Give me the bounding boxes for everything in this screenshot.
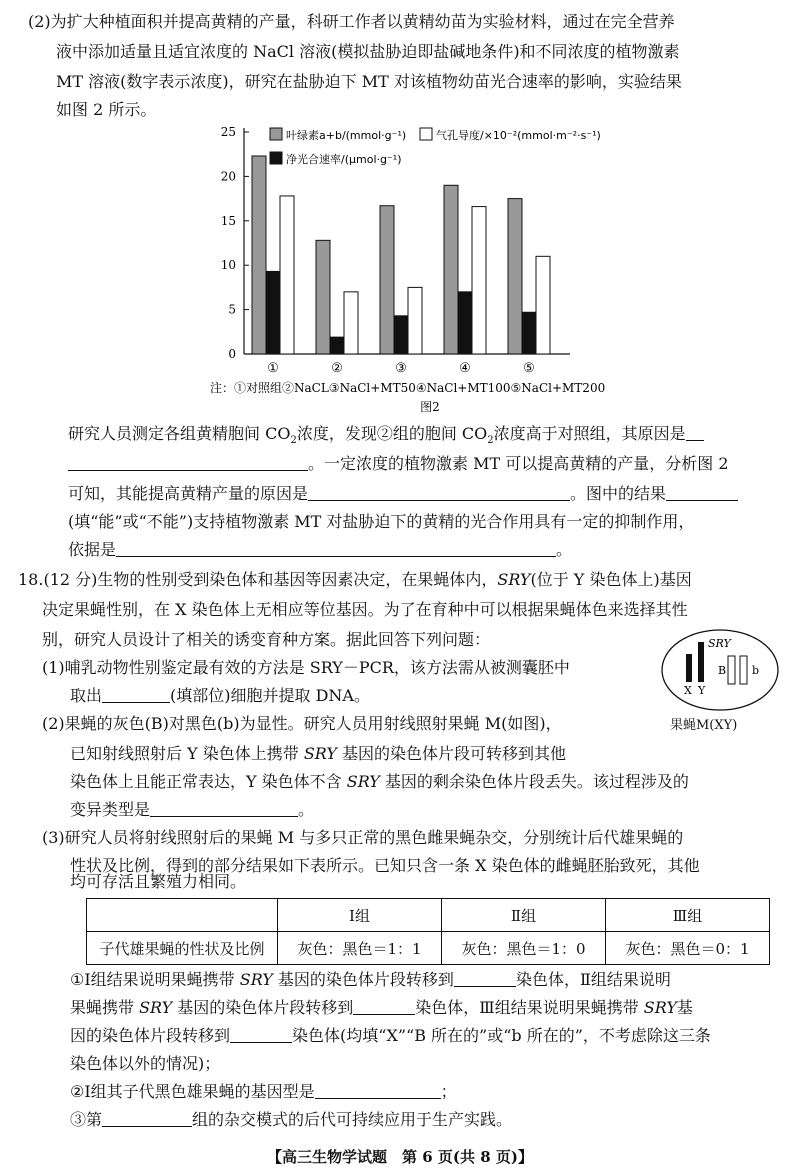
q18-p1-line-2 <box>70 686 370 706</box>
answer-blank[interactable] <box>353 998 415 1015</box>
bar <box>266 271 280 354</box>
y-tick-label: 20 <box>220 169 236 184</box>
y-tick-label: 10 <box>220 258 236 273</box>
x-chromosome <box>686 654 692 682</box>
q18-p2-line-4 <box>70 800 314 820</box>
answer-blank[interactable] <box>666 484 738 501</box>
text-segment: 基因的染色体片段转移到 <box>172 998 354 1017</box>
legend-swatch <box>270 128 282 140</box>
text-segment: 基因的染色体片段转移到 <box>272 970 454 989</box>
text-segment: ①Ⅰ组结果说明果蝇携带 <box>70 970 240 989</box>
text-segment: 。 <box>298 800 315 819</box>
bar <box>508 199 522 354</box>
text-segment: 18.(12 分)生物的性别受到染色体和基因等因素决定，在果蝇体内， <box>18 570 498 589</box>
bar <box>316 240 330 354</box>
bar <box>252 156 266 354</box>
figure-2-chart <box>210 120 650 420</box>
q18-a-line-4: 染色体以外的情况)； <box>70 1054 221 1073</box>
x-label: X <box>684 684 692 697</box>
text-segment: 基因的染色体片段可转移到其他 <box>336 744 566 763</box>
y-tick-label: 5 <box>228 302 236 317</box>
text-segment: 变异类型是 <box>70 800 151 819</box>
text-segment: ； <box>440 1082 457 1101</box>
legend-label: 气孔导度/×10⁻²(mmol·m⁻²·s⁻¹) <box>436 129 601 142</box>
q18-p2-line-1: (2)果蝇的灰色(B)对黑色(b)为显性。研究人员用射线照射果蝇 M(如图)， <box>42 714 562 733</box>
y-label: Y <box>698 684 706 697</box>
q18-p3-line-2: 性状及比例，得到的部分结果如下表所示。已知只含一条 X 染色体的雌蝇胚胎致死，其他 <box>70 856 700 875</box>
y-tick-label: 15 <box>220 213 236 228</box>
answer-blank[interactable] <box>454 970 516 987</box>
sry-gene: SRY <box>497 570 531 589</box>
x-tick-label: ④ <box>459 361 471 376</box>
text-segment: 组的杂交模式的后代可持续应用于生产实践。 <box>192 1110 513 1129</box>
q17-after-line-5 <box>68 540 572 560</box>
bar <box>394 316 408 354</box>
bar <box>280 196 294 354</box>
q17-after-line-3 <box>68 484 738 504</box>
q18-line-3: 别，研究人员设计了相关的诱变育种方案。据此回答下列问题： <box>42 630 491 649</box>
bar <box>458 292 472 354</box>
figure-caption: 果蝇M(XY) <box>670 718 738 733</box>
sry-gene: SRY <box>239 970 273 989</box>
x-tick-label: ① <box>267 361 279 376</box>
y-tick-label: 0 <box>228 347 236 361</box>
q18-a-line-6 <box>70 1110 512 1130</box>
x-tick-label: ② <box>331 361 343 376</box>
table-row <box>87 932 770 965</box>
q18-p2-line-3 <box>70 772 689 792</box>
q17-intro-line-3: MT 溶液(数字表示浓度)，研究在盐胁迫下 MT 对该植物幼苗光合速率的影响，实验结果 <box>56 72 682 91</box>
text-segment: 。一定浓度的植物激素 MT 可以提高黄精的产量，分析图 2 <box>308 454 729 473</box>
legend-swatch <box>420 128 432 140</box>
sry-gene: SRY <box>643 998 677 1017</box>
text-segment: 染色体，Ⅲ组结果说明果蝇携带 <box>415 998 644 1017</box>
q18-line-1 <box>18 570 692 590</box>
q18-p3-line-3: 均可存活且繁殖力相同。 <box>70 872 247 891</box>
text-segment: 已知射线照射后 Y 染色体上携带 <box>70 744 304 763</box>
table-cell: 灰色：黑色＝0：1 <box>606 932 770 965</box>
sry-segment <box>698 642 704 648</box>
answer-blank[interactable] <box>308 484 570 501</box>
answer-blank[interactable] <box>230 1026 292 1043</box>
bar <box>380 206 394 354</box>
chromosome-B <box>728 656 735 684</box>
answer-blank[interactable] <box>102 686 170 703</box>
text-segment: 染色体上且能正常表达，Y 染色体不含 <box>70 772 347 791</box>
bar <box>408 287 422 354</box>
table-cell: 灰色：黑色＝1：0 <box>442 932 606 965</box>
text-segment: 浓度高于对照组，其原因是 <box>493 424 686 443</box>
text-segment: 因的染色体片段转移到 <box>70 1026 231 1045</box>
q17-after-line-1: 研究人员测定各组黄精胞间 $CO_2$浓度，发现②组的胞间 $CO_2$浓度高于对照组，其原因是 <box>68 424 704 451</box>
q18-a-line-3 <box>70 1026 711 1046</box>
table-header-cell: Ⅲ组 <box>606 899 770 932</box>
text-segment: 果蝇携带 <box>70 998 140 1017</box>
legend-label: 净光合速率/(μmol·g⁻¹) <box>286 153 402 166</box>
table-header-cell <box>87 899 278 932</box>
b-recessive-label: b <box>752 664 760 677</box>
text-segment: 染色体，Ⅱ组结果说明 <box>515 970 671 989</box>
q18-a-line-1 <box>70 970 671 990</box>
text-segment: 浓度，发现②组的胞间 CO <box>296 424 488 443</box>
bar <box>444 185 458 354</box>
sry-gene: SRY <box>346 772 380 791</box>
x-tick-label: ③ <box>395 361 407 376</box>
x-tick-label: ⑤ <box>523 361 535 376</box>
sry-label: SRY <box>708 637 731 650</box>
text-segment: 取出 <box>70 686 103 705</box>
sry-gene: SRY <box>303 744 337 763</box>
text-segment: 依据是 <box>68 540 117 559</box>
text-segment: 。图中的结果 <box>570 484 667 503</box>
chromosome-b <box>740 656 747 684</box>
q17-intro-line-1: (2)为扩大种植面积并提高黄精的产量，科研工作者以黄精幼苗为实验材料，通过在完全营养 <box>28 12 675 31</box>
text-segment: 基因的剩余染色体片段丢失。该过程涉及的 <box>379 772 689 791</box>
q18-a-line-2 <box>70 998 693 1018</box>
table-cell: 灰色：黑色＝1：1 <box>278 932 442 965</box>
b-allele-label: B <box>718 664 727 677</box>
answer-blank[interactable] <box>68 454 308 471</box>
fly-m-figure <box>660 628 780 738</box>
page-footer: 【高三生物学试题 第 6 页(共 8 页)】 <box>267 1148 533 1166</box>
answer-blank[interactable] <box>102 1110 192 1127</box>
legend-label: 叶绿素a+b/(mmol·g⁻¹) <box>286 129 407 142</box>
answer-blank[interactable] <box>315 1082 441 1099</box>
table-header-row <box>87 899 770 932</box>
text-segment: (位于 Y 染色体上)基因 <box>530 570 692 589</box>
text-segment: 可知，其能提高黄精产量的原因是 <box>68 484 309 503</box>
text-segment: 基 <box>676 998 693 1017</box>
q18-p2-line-2 <box>70 744 566 764</box>
text-segment: 染色体(均填“X”“B 所在的”或“b 所在的”，不考虑除这三条 <box>292 1026 711 1045</box>
q18-p3-line-1: (3)研究人员将射线照射后的果蝇 M 与多只正常的黑色雌果蝇杂交，分别统计后代雄果蝇的 <box>42 828 684 847</box>
bar <box>536 256 550 354</box>
table-cell: 子代雄果蝇的性状及比例 <box>87 932 278 965</box>
q17-after-line-4: (填“能”或“不能”)支持植物激素 MT 对盐胁迫下的黄精的光合作用具有一定的抑制作用， <box>68 512 695 531</box>
legend-swatch <box>270 152 282 164</box>
text-segment: 研究人员测定各组黄精胞间 CO <box>68 424 291 443</box>
q18-line-2: 决定果蝇性别，在 X 染色体上无相应等位基因。为了在育种中可以根据果蝇体色来选择其性 <box>42 600 688 619</box>
text-segment: ②Ⅰ组其子代黑色雄果蝇的基因型是 <box>70 1082 315 1101</box>
results-table <box>86 898 770 965</box>
chart-note: 注：①对照组②NaCL③NaCl+MT50④NaCl+MT100⑤NaCl+MT200 <box>210 381 606 395</box>
q17-intro-line-2: 液中添加适量且适宜浓度的 NaCl 溶液(模拟盐胁迫即盐碱地条件)和不同浓度的植物激素 <box>56 42 680 61</box>
answer-blank[interactable] <box>150 800 298 817</box>
answer-blank[interactable] <box>686 424 704 441</box>
q17-after-line-2 <box>68 454 729 474</box>
q17-intro-line-4: 如图 2 所示。 <box>56 100 157 119</box>
q18-a-line-5 <box>70 1082 457 1102</box>
sry-gene: SRY <box>139 998 173 1017</box>
answer-blank[interactable] <box>116 540 556 557</box>
q18-p1-line-1: (1)哺乳动物性别鉴定最有效的方法是 SRY－PCR，该方法需从被测囊胚中 <box>42 658 570 677</box>
text-segment: ③第 <box>70 1110 103 1129</box>
y-tick-label: 25 <box>220 125 236 139</box>
bar <box>344 292 358 354</box>
chart-title: 图2 <box>420 400 440 414</box>
y-chromosome <box>698 648 704 682</box>
text-segment: 。 <box>556 540 573 559</box>
text-segment: (填部位)细胞并提取 DNA。 <box>170 686 370 705</box>
table-header-cell: Ⅱ组 <box>442 899 606 932</box>
bar <box>472 207 486 354</box>
bar <box>522 312 536 354</box>
table-header-cell: Ⅰ组 <box>278 899 442 932</box>
